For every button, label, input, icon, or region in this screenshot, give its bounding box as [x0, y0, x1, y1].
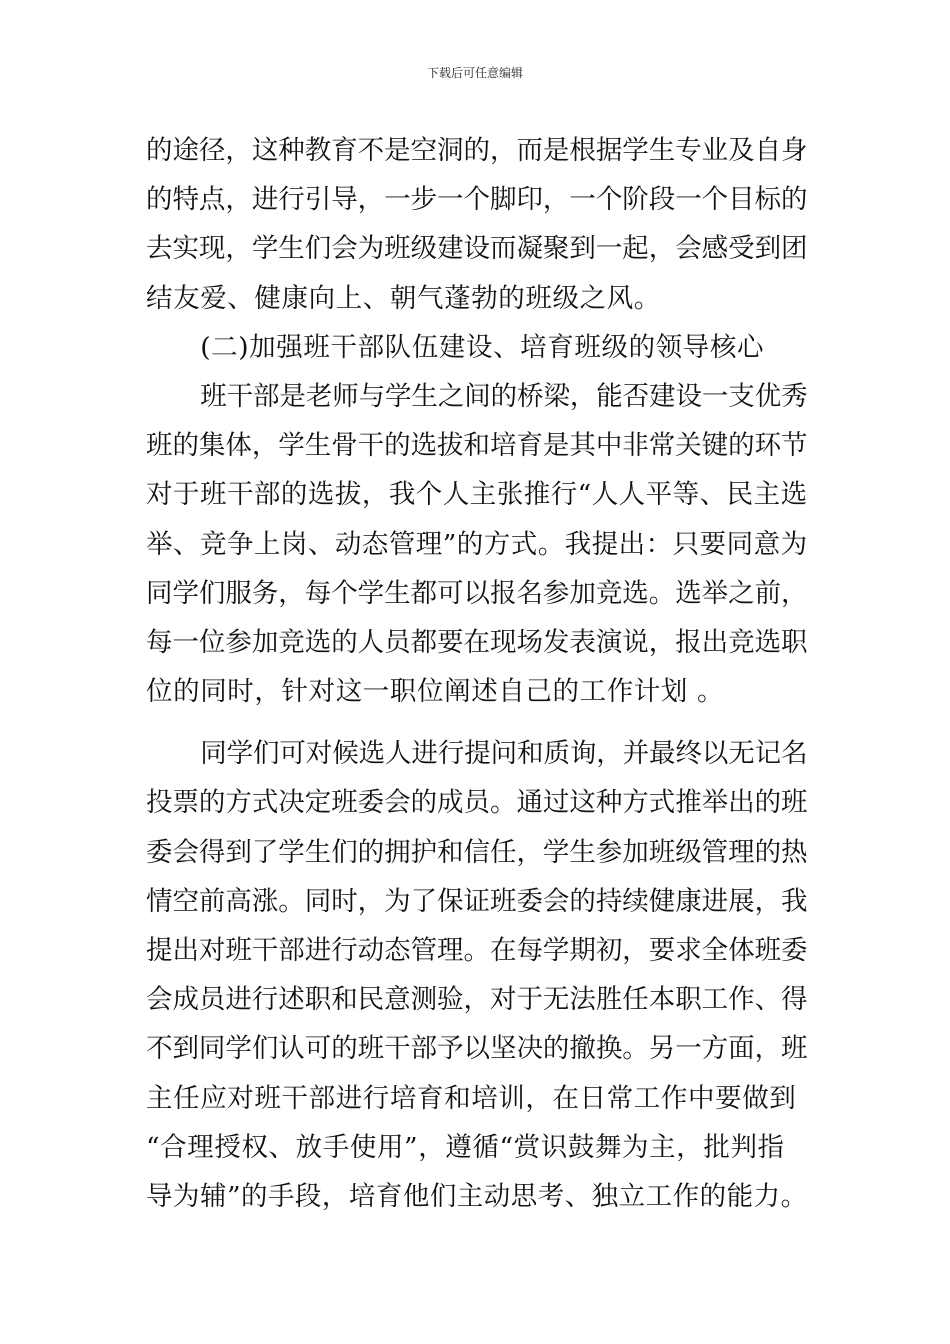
text-line: 不到同学们认可的班干部予以坚决的撤换。另一方面，班	[146, 1033, 808, 1065]
text-line: 班干部是老师与学生之间的桥梁，能否建设一支优秀	[200, 380, 808, 412]
text-line: 对于班干部的选拔，我个人主张推行“人人平等、民主选	[146, 479, 808, 511]
text-line: (二)加强班干部队伍建设、培育班级的领导核心	[200, 331, 765, 363]
text-line: 去实现，学生们会为班级建设而凝聚到一起，会感受到团	[146, 233, 808, 265]
text-line: 的特点，进行引导，一步一个脚印，一个阶段一个目标的	[146, 184, 808, 216]
text-line: 的途径，这种教育不是空洞的，而是根据学生专业及自身	[146, 135, 808, 166]
text-line: 主任应对班干部进行培育和培训，在日常工作中要做到	[146, 1082, 797, 1114]
text-line: 提出对班干部进行动态管理。在每学期初，要求全体班委	[146, 935, 808, 966]
text-line: “合理授权、放手使用”，遵循“赏识鼓舞为主，批判指	[146, 1131, 785, 1163]
page-header: 下载后可任意编辑	[426, 66, 523, 80]
text-line: 情空前高涨。同时，为了保证班委会的持续健康进展，我	[146, 885, 808, 917]
text-line: 每一位参加竞选的人员都要在现场发表演说，报出竞选职	[146, 626, 808, 658]
text-line: 结友爱、健康向上、朝气蓬勃的班级之风。	[146, 282, 661, 314]
text-line: 班的集体，学生骨干的选拔和培育是其中非常关键的环节	[146, 430, 808, 462]
text-line: 同学们可对候选人进行提问和质询，并最终以无记名	[200, 738, 808, 770]
paragraph-gap	[146, 716, 808, 729]
text-line: 举、竞争上岗、动态管理”的方式。我提出：只要同意为	[146, 528, 808, 560]
text-line: 投票的方式决定班委会的成员。通过这种方式推举出的班	[146, 787, 808, 819]
text-line: 同学们服务，每个学生都可以报名参加竞选。选举之前，	[146, 577, 808, 609]
text-line: 委会得到了学生们的拥护和信任，学生参加班级管理的热	[146, 836, 808, 868]
text-line: 会成员进行述职和民意测验，对于无法胜任本职工作、得	[146, 984, 808, 1016]
document-body	[146, 126, 808, 1221]
text-line: 导为辅”的手段，培育他们主动思考、独立工作的能力。	[146, 1180, 808, 1212]
text-line: 位的同时，针对这一职位阐述自己的工作计划 。	[146, 676, 725, 708]
